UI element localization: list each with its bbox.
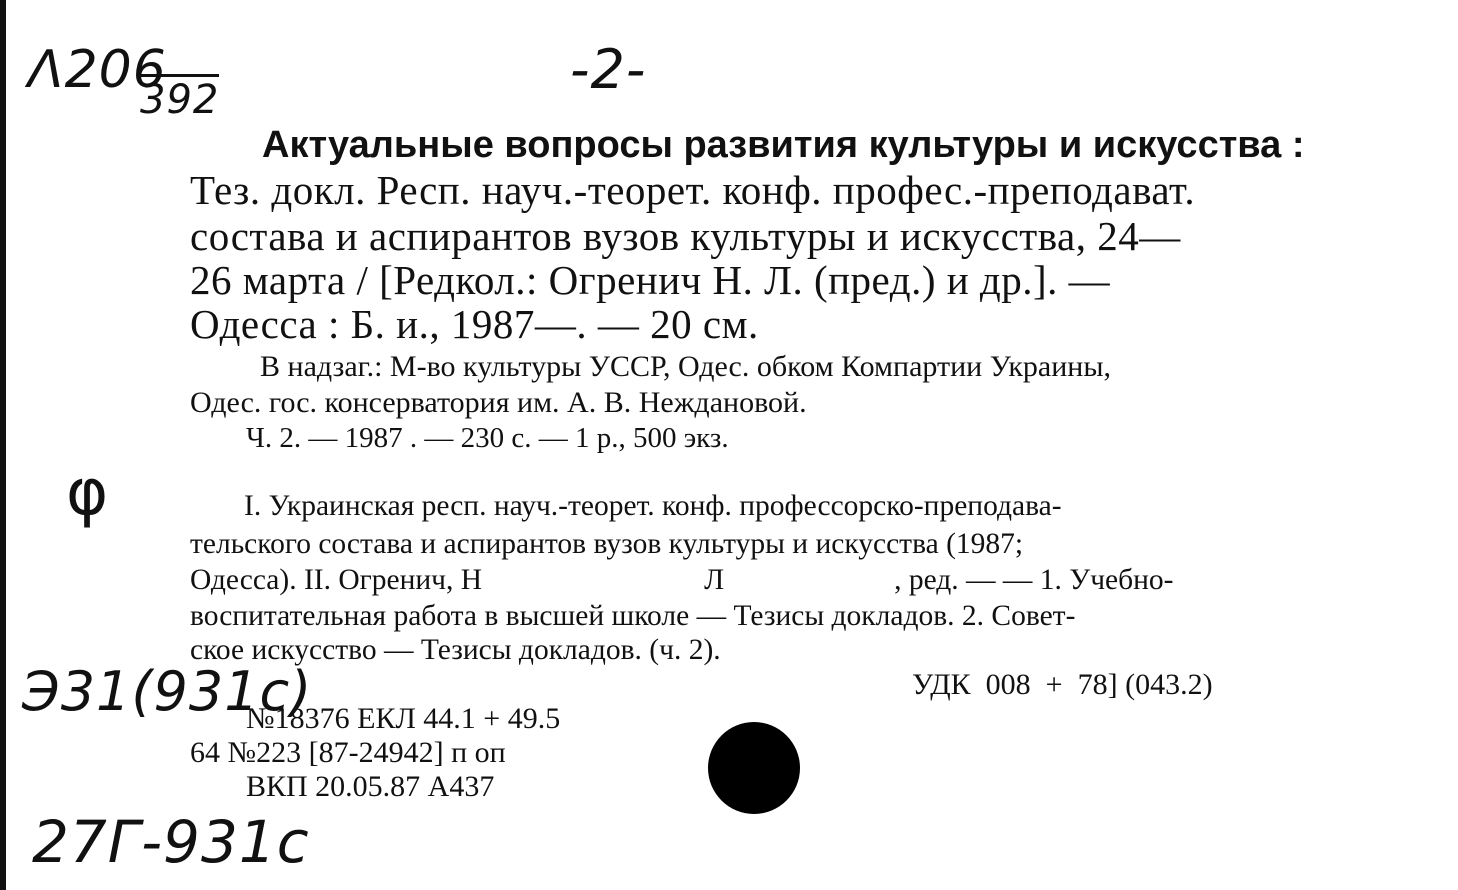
punch-hole: [708, 722, 800, 814]
tracing-line-2: тельского состава и аспирантов вузов культуры и искусства (1987;: [190, 528, 1024, 560]
entry-line-4: 26 марта / [Редкол.: Огренич Н. Л. (пред.) и др.]. —: [190, 257, 1111, 303]
card-edge: [0, 0, 6, 890]
handwritten-left-code: Э31(931с): [22, 660, 313, 723]
entry-part: Ч. 2. — 1987 . — 230 с. — 1 р., 500 экз.: [246, 422, 729, 454]
udc-classification: УДК 008 + 78] (043.2): [912, 668, 1213, 701]
footer-line-1: №18376 ЕКЛ 44.1 + 49.5: [246, 702, 561, 735]
tracing-line-3-c: , ред. — — 1. Учебно-: [894, 564, 1174, 596]
tracing-line-5: ское искусство — Тезисы докладов. (ч. 2).: [190, 634, 721, 666]
entry-note-1: В надзаг.: М-во культуры УССР, Одес. обком Компартии Украины,: [260, 350, 1111, 383]
entry-title: Актуальные вопросы развития культуры и искусства :: [262, 124, 1305, 166]
entry-line-3: состава и аспирантов вузов культуры и искусства, 24—: [190, 213, 1181, 259]
handwritten-bottom-code: 27Г-931с: [32, 808, 310, 876]
footer-line-2: 64 №223 [87-24942] п оп: [190, 736, 506, 769]
call-number-main: Λ206: [28, 40, 167, 100]
handwritten-call-number-sub: 392: [140, 74, 219, 123]
footer-line-3: ВКП 20.05.87 А437: [246, 770, 495, 803]
handwritten-phi: φ: [66, 456, 110, 530]
entry-note-2: Одес. гос. консерватория им. А. В. Неждановой.: [190, 386, 807, 419]
tracing-line-4: воспитательная работа в высшей школе — Тезисы докладов. 2. Совет-: [190, 600, 1076, 632]
entry-line-5: Одесса : Б. и., 1987—. — 20 см.: [190, 301, 759, 347]
tracing-line-3-b: Л: [704, 564, 725, 596]
handwritten-page-number: -2-: [570, 38, 647, 101]
entry-line-2: Тез. докл. Респ. науч.-теорет. конф. профес.-преподават.: [190, 167, 1196, 213]
tracing-line-3-a: Одесса). II. Огренич, Н: [190, 564, 483, 596]
tracing-line-1: I. Украинская респ. науч.-теорет. конф. профессорско-преподава-: [244, 490, 1062, 522]
tracing-line-3: [190, 564, 1174, 597]
